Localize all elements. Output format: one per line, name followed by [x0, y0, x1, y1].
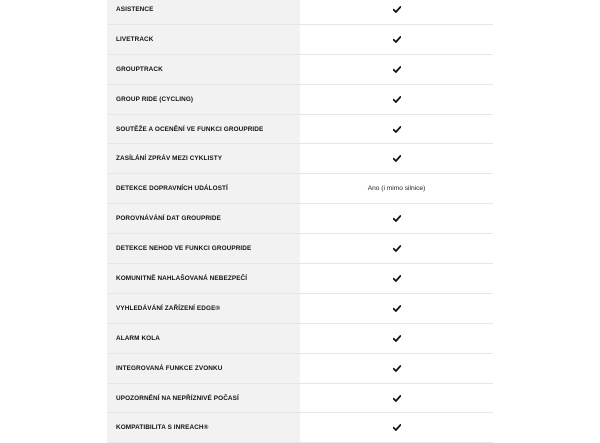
feature-value: [300, 115, 493, 144]
table-row: [107, 204, 493, 234]
check-icon: [393, 155, 401, 162]
feature-value: [300, 85, 493, 114]
feature-label: KOMPATIBILITA S INREACH®: [107, 413, 300, 442]
check-icon: [393, 395, 401, 402]
check-icon: [393, 36, 401, 43]
feature-label: GROUPTRACK: [107, 55, 300, 84]
feature-label: ZASÍLÁNÍ ZPRÁV MEZI CYKLISTY: [107, 144, 300, 173]
check-icon: [393, 245, 401, 252]
feature-value: [300, 55, 493, 84]
check-icon: [393, 335, 401, 342]
feature-value: [300, 413, 493, 442]
check-icon: [393, 126, 401, 133]
check-icon: [393, 96, 401, 103]
spec-table: [107, 0, 493, 443]
table-row: [107, 25, 493, 55]
check-icon: [393, 424, 401, 431]
check-icon: [393, 66, 401, 73]
table-row: [107, 0, 493, 25]
feature-label: GROUP RIDE (CYCLING): [107, 85, 300, 114]
feature-value: [300, 264, 493, 293]
feature-value: [300, 354, 493, 383]
feature-value: [300, 234, 493, 263]
table-row: [107, 354, 493, 384]
table-row: [107, 174, 493, 204]
feature-label: KOMUNITNĚ NAHLAŠOVANÁ NEBEZPEČÍ: [107, 264, 300, 293]
table-row: [107, 384, 493, 414]
table-row: [107, 264, 493, 294]
feature-value: [300, 174, 493, 203]
feature-label: ALARM KOLA: [107, 324, 300, 353]
feature-value: [300, 204, 493, 233]
table-row: [107, 294, 493, 324]
feature-label: INTEGROVANÁ FUNKCE ZVONKU: [107, 354, 300, 383]
check-icon: [393, 365, 401, 372]
feature-label: DETEKCE DOPRAVNÍCH UDÁLOSTÍ: [107, 174, 300, 203]
table-row: [107, 413, 493, 443]
feature-label: ASISTENCE: [107, 0, 300, 24]
table-row: [107, 324, 493, 354]
feature-value-text: Ano (i mimo silnice): [367, 185, 426, 193]
table-row: [107, 144, 493, 174]
check-icon: [393, 215, 401, 222]
feature-label: POROVNÁVÁNÍ DAT GROUPRIDE: [107, 204, 300, 233]
table-row: [107, 115, 493, 145]
feature-value: [300, 294, 493, 323]
check-icon: [393, 305, 401, 312]
table-row: [107, 55, 493, 85]
table-row: [107, 234, 493, 264]
feature-label: DETEKCE NEHOD VE FUNKCI GROUPRIDE: [107, 234, 300, 263]
check-icon: [393, 6, 401, 13]
feature-value: [300, 144, 493, 173]
check-icon: [393, 275, 401, 282]
table-row: [107, 85, 493, 115]
feature-label: VYHLEDÁVÁNÍ ZAŘÍZENÍ EDGE®: [107, 294, 300, 323]
feature-value: [300, 384, 493, 413]
feature-label: SOUTĚŽE A OCENĚNÍ VE FUNKCI GROUPRIDE: [107, 115, 300, 144]
feature-label: UPOZORNĚNÍ NA NEPŘÍZNIVÉ POČASÍ: [107, 384, 300, 413]
feature-value: [300, 25, 493, 54]
feature-value: [300, 0, 493, 24]
feature-value: [300, 324, 493, 353]
feature-label: LIVETRACK: [107, 25, 300, 54]
